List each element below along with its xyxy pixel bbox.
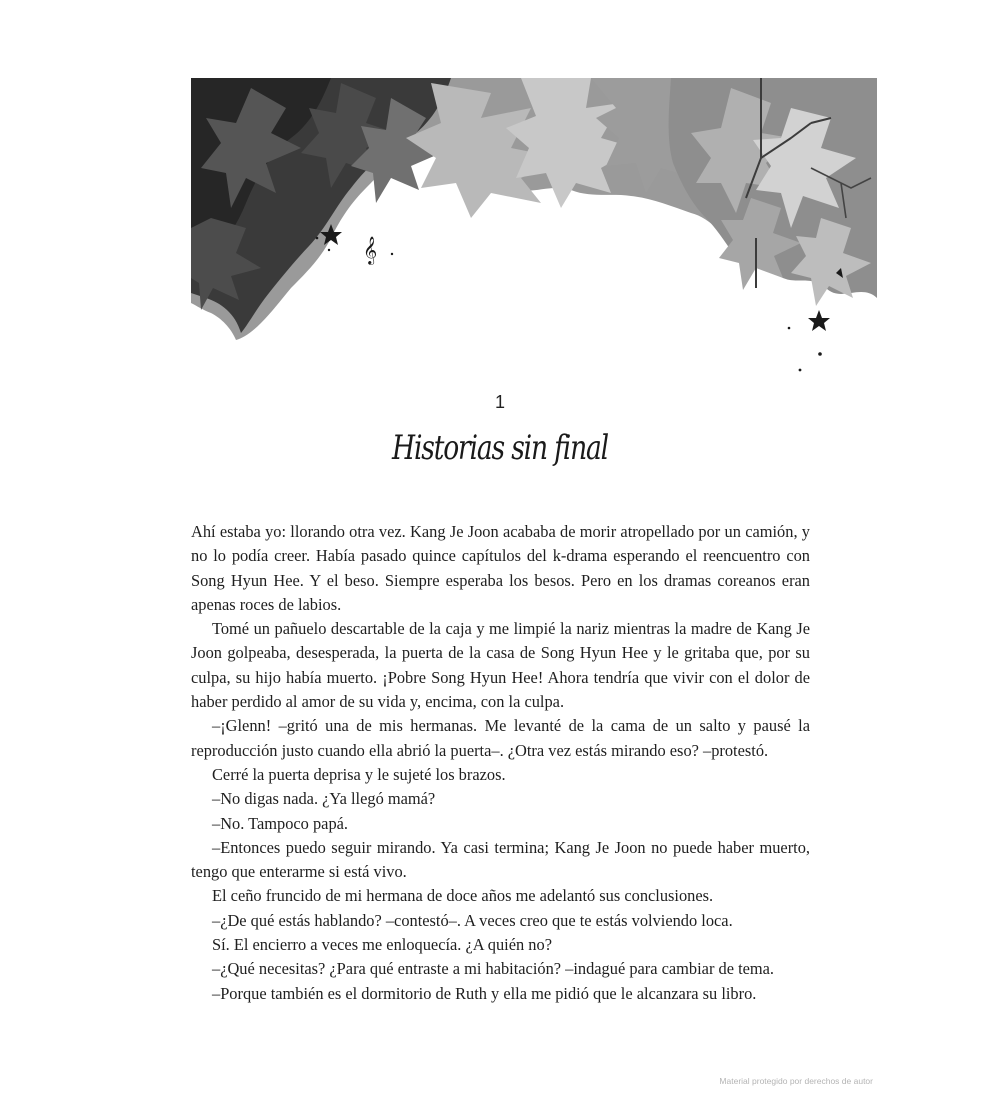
paragraph: Sí. El encierro a veces me enloquecía. ¿A quién no? <box>212 935 552 955</box>
paragraph: Ahí estaba yo: llorando otra vez. Kang Je Joon acababa de morir atropellado por un camión, y no lo podía creer. Había pasado quince capítulos del k-drama esperando el reencuentro con Song Hyun Hee. Y el beso. Siempre esperaba los besos. Pero en los dramas coreanos eran apenas roces de labios. <box>191 522 810 614</box>
paragraph: –¿De qué estás hablando? –contestó–. A veces creo que te estás volviendo loca. <box>212 910 733 930</box>
svg-text:𝄞: 𝄞 <box>363 236 378 264</box>
chapter-body <box>191 520 810 1006</box>
paragraph: Cerré la puerta deprisa y le sujeté los brazos. <box>212 764 506 784</box>
paragraph: –Entonces puedo seguir mirando. Ya casi termina; Kang Je Joon no puede haber muerto, tengo que enterarme si está vivo. <box>191 837 810 882</box>
paragraph: –¡Glenn! –gritó una de mis hermanas. Me levanté de la cama de un salto y pausé la reproducción justo cuando ella abrió la puerta–. ¿Otra vez estás mirando eso? –protestó. <box>191 716 810 760</box>
paragraph: El ceño fruncido de mi hermana de doce años me adelantó sus conclusiones. <box>212 886 714 906</box>
paragraph: –¿Qué necesitas? ¿Para qué entraste a mi habitación? –indagué para cambiar de tema. <box>212 959 775 979</box>
paragraph: Tomé un pañuelo descartable de la caja y me limpié la nariz mientras la madre de Kang Je Joon golpeaba, desesperada, la puerta de la casa de Song Hyun Hee y le gritaba que, por su culpa, su hijo había muerto. ¡Pobre Song Hyun Hee! Ahora tendría que vivir con el dolor de haber perdido al amor de su vida y, encima, con la culpa. <box>191 619 810 712</box>
paragraph: –No. Tampoco papá. <box>212 813 349 833</box>
leaves-header-illustration <box>191 78 877 378</box>
chapter-title: Historias sin final <box>392 428 608 468</box>
paragraph: –Porque también es el dormitorio de Ruth y ella me pidió que le alcanzara su libro. <box>212 983 757 1003</box>
copyright-notice: Material protegido por derechos de autor <box>719 1076 873 1086</box>
paragraph: –No digas nada. ¿Ya llegó mamá? <box>212 789 436 809</box>
chapter-number: 1 <box>494 392 505 412</box>
